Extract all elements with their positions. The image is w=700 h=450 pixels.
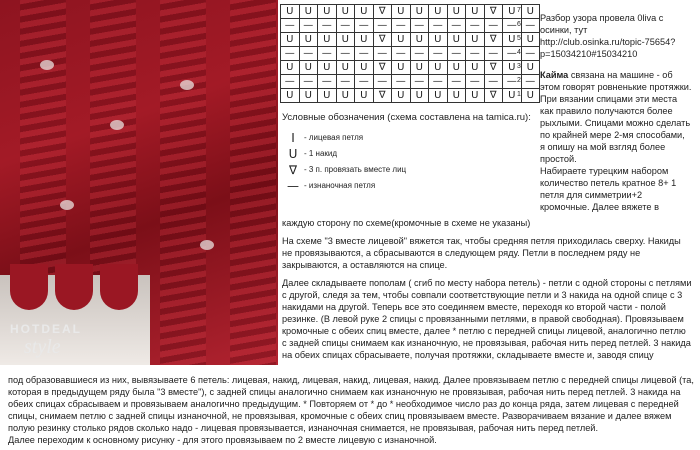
scalloped-edge bbox=[55, 264, 93, 310]
chart-cell: U bbox=[318, 5, 337, 19]
chart-cell: — bbox=[447, 75, 466, 89]
chart-cell: U bbox=[299, 5, 318, 19]
chart-cell: — bbox=[392, 75, 411, 89]
chart-cell: ∇ bbox=[373, 33, 392, 47]
chart-row-number: 7 bbox=[517, 7, 521, 14]
chart-cell: U bbox=[429, 5, 448, 19]
chart-cell: U bbox=[466, 33, 485, 47]
watermark-line-1: HOTDEAL bbox=[10, 322, 82, 336]
chart-cell: U bbox=[299, 61, 318, 75]
border-description bbox=[540, 69, 692, 165]
chart-row bbox=[281, 33, 540, 47]
purl-stitch-icon: — bbox=[287, 178, 299, 193]
chart-cell: U bbox=[503, 89, 522, 103]
chart-cell: — bbox=[466, 19, 485, 33]
chart-cell: U bbox=[336, 61, 355, 75]
chart-cell: — bbox=[429, 75, 448, 89]
chart-grid bbox=[280, 4, 540, 103]
chart-cell: U bbox=[410, 33, 429, 47]
knit-stitch-icon: I bbox=[291, 130, 295, 145]
chart-cell: — bbox=[355, 75, 374, 89]
chart-cell: U bbox=[503, 61, 522, 75]
lace-column bbox=[230, 0, 276, 365]
continuation-text bbox=[8, 374, 694, 446]
chart-cell: — bbox=[521, 75, 540, 89]
chart-row bbox=[281, 47, 540, 61]
chart-cell: U bbox=[410, 89, 429, 103]
yarn-over-icon: U bbox=[288, 146, 298, 161]
chart-cell: — bbox=[299, 75, 318, 89]
chart-cell: — bbox=[484, 47, 503, 61]
source-note: Разбор узора провела 0liva с осинки, тут http://club.osinka.ru/topic-75654?p=15034210#15034210 bbox=[540, 13, 676, 59]
legend-item bbox=[282, 147, 531, 160]
chart-cell: U bbox=[392, 33, 411, 47]
chart-cell: — bbox=[318, 19, 337, 33]
chart-cell: — bbox=[373, 75, 392, 89]
chart-cell: — bbox=[410, 75, 429, 89]
chart-row bbox=[281, 75, 540, 89]
chart-cell: — bbox=[447, 19, 466, 33]
chart-cell: U bbox=[410, 5, 429, 19]
paragraph: Далее складываете пополам ( сгиб по месту набора петель) - петли с одной стороны с петлями с другой, следя за тем, чтобы совпали соответствующие петли и 3 накида на одной спице с 3 накидами на другой. Теперь все это соединяем вместе, переходя ко второй части - полой резинке. (В левой руке 2 спицы с провязанными петлями, в правой свободная). Провязываем кромочные с обеих спиц вместе, далее * петлю с передней спицы лицевой, аналогично петлю с задней спицы снимаем как изнаночную, не провязывая, рабочая нить перед петлей. 3 накида на обеих спицах сбрасываете, получая протяжки, складываете вместе и, заводя спицу bbox=[282, 278, 692, 360]
chart-cell: — bbox=[318, 47, 337, 61]
chart-cell: — bbox=[410, 47, 429, 61]
lace-hole bbox=[180, 80, 194, 90]
legend-label: - изнаночная петля bbox=[304, 181, 376, 190]
chart-cell: ∇ bbox=[484, 61, 503, 75]
knitted-shawl-photo bbox=[0, 0, 278, 365]
lace-hole bbox=[60, 200, 74, 210]
chart-cell: — bbox=[466, 47, 485, 61]
paragraph: каждую сторону по схеме(кромочные в схеме не указаны) bbox=[282, 218, 531, 228]
chart-cell: ∇ bbox=[484, 5, 503, 19]
chart-row bbox=[281, 89, 540, 103]
lace-hole bbox=[110, 120, 124, 130]
chart-cell: U bbox=[355, 61, 374, 75]
lace-column bbox=[160, 0, 206, 365]
chart-row-number: 2 bbox=[517, 77, 521, 84]
chart-cell: U bbox=[336, 89, 355, 103]
chart-cell: U bbox=[466, 89, 485, 103]
chart-cell: U bbox=[447, 89, 466, 103]
legend-item bbox=[282, 163, 531, 176]
chart-cell: — bbox=[521, 47, 540, 61]
chart-row bbox=[281, 19, 540, 33]
chart-cell: — bbox=[373, 47, 392, 61]
chart-cell: U bbox=[447, 5, 466, 19]
chart-cell: — bbox=[281, 75, 300, 89]
chart-cell: — bbox=[373, 19, 392, 33]
chart-cell: — bbox=[503, 47, 522, 61]
chart-cell: U bbox=[429, 61, 448, 75]
chart-cell: U bbox=[503, 5, 522, 19]
knitting-chart bbox=[280, 4, 540, 103]
chart-cell: — bbox=[466, 75, 485, 89]
chart-cell: U bbox=[447, 33, 466, 47]
chart-cell: U bbox=[503, 33, 522, 47]
paragraph: На схеме "3 вместе лицевой" вяжется так, чтобы средняя петля приходилась сверху. Накиды не провязываются, а сбрасываются в следующем ряду. Петли в последнем ряду не закрываются, а оставляются на спице. bbox=[282, 236, 681, 270]
lace-hole bbox=[200, 240, 214, 250]
legend-item bbox=[282, 131, 531, 144]
legend-label: - 3 п. провязать вместе лиц bbox=[304, 165, 407, 174]
chart-row-number: 1 bbox=[517, 91, 521, 98]
chart-cell: — bbox=[355, 47, 374, 61]
chart-cell: U bbox=[318, 89, 337, 103]
chart-cell: — bbox=[484, 75, 503, 89]
chart-cell: U bbox=[281, 33, 300, 47]
border-text: связана на машине - об этом говорят ровненькие протяжки. При вязании спицами эти места как правило получаются более рыхлыми. Спицами можно сделать по крайней мере 2-мя способами, я опишу на мой взгляд более простой. bbox=[540, 70, 692, 164]
chart-cell: U bbox=[521, 61, 540, 75]
chart-cell: — bbox=[336, 75, 355, 89]
chart-cell: U bbox=[299, 89, 318, 103]
chart-cell: ∇ bbox=[373, 89, 392, 103]
chart-cell: — bbox=[429, 47, 448, 61]
chart-cell: — bbox=[429, 19, 448, 33]
legend-item bbox=[282, 179, 531, 192]
chart-cell: U bbox=[392, 5, 411, 19]
chart-cell: U bbox=[281, 5, 300, 19]
chart-cell: U bbox=[355, 5, 374, 19]
chart-cell: — bbox=[521, 19, 540, 33]
chart-cell: — bbox=[392, 47, 411, 61]
chart-cell: U bbox=[336, 5, 355, 19]
scalloped-edge bbox=[100, 264, 138, 310]
paragraph: Далее переходим к основному рисунку - для этого провязываем по 2 вместе лицевую с изнаночной. bbox=[8, 435, 437, 445]
chart-cell: — bbox=[299, 19, 318, 33]
chart-cell: U bbox=[355, 89, 374, 103]
chart-cell: U bbox=[281, 89, 300, 103]
watermark-line-2: style bbox=[24, 336, 61, 358]
lace-hole bbox=[40, 60, 54, 70]
k3tog-icon: ∇ bbox=[288, 162, 298, 177]
chart-cell: U bbox=[429, 89, 448, 103]
chart-cell: U bbox=[466, 5, 485, 19]
chart-cell: ∇ bbox=[373, 5, 392, 19]
chart-cell: — bbox=[299, 47, 318, 61]
chart-row bbox=[281, 61, 540, 75]
chart-cell: U bbox=[299, 33, 318, 47]
chart-cell: U bbox=[521, 89, 540, 103]
scalloped-edge bbox=[10, 264, 48, 310]
legend-label: - 1 накид bbox=[304, 149, 338, 158]
chart-cell: U bbox=[318, 61, 337, 75]
chart-cell: U bbox=[429, 33, 448, 47]
chart-cell: U bbox=[355, 33, 374, 47]
chart-cell: — bbox=[447, 47, 466, 61]
chart-cell: — bbox=[484, 19, 503, 33]
chart-cell: — bbox=[336, 19, 355, 33]
chart-cell: ∇ bbox=[373, 61, 392, 75]
chart-cell: U bbox=[281, 61, 300, 75]
chart-cell: — bbox=[392, 19, 411, 33]
chart-cell: — bbox=[336, 47, 355, 61]
chart-cell: — bbox=[281, 19, 300, 33]
chart-row-numbers bbox=[517, 4, 521, 102]
watermark-logo bbox=[10, 322, 82, 359]
chart-cell: U bbox=[392, 89, 411, 103]
chart-cell: — bbox=[503, 75, 522, 89]
paragraph: под образовавшиеся из них, вывязываете 6 петель: лицевая, накид, лицевая, накид, лицевая, накид. Далее провязываем петлю с передней спицы лицевой (та, которая в предыдущем ряду была "3 вместе"), с задней спицы аналогично снимаем как изнаночную не провязывая, рабочая нить перед петлей. 3 накида на обеих спицах сбрасываем и провязываем аналогично предыдущим. * Повторяем от * до * необходимое число раз до конца ряда, затем лицевая с передней спицы, снимаем петлю с задней спицы изнаночной, не провязывая, кромочные с обеих спиц провязываем вместе. Разворачиваем вязание и далее вяжем полую резинку столько рядов сколько надо - лицевая провязывается, изнаночная снимается, не провязывая, рабочая нить перед петлей. bbox=[8, 375, 694, 433]
chart-cell: U bbox=[447, 61, 466, 75]
legend bbox=[282, 112, 531, 195]
chart-cell: — bbox=[281, 47, 300, 61]
chart-cell: — bbox=[410, 19, 429, 33]
chart-row-number: 4 bbox=[517, 49, 521, 56]
chart-cell: — bbox=[355, 19, 374, 33]
chart-cell: U bbox=[392, 61, 411, 75]
side-text bbox=[540, 12, 692, 213]
chart-row-number: 6 bbox=[517, 21, 521, 28]
main-text bbox=[282, 217, 692, 361]
chart-cell: ∇ bbox=[484, 89, 503, 103]
legend-label: - лицевая петля bbox=[304, 133, 364, 142]
chart-row-number: 5 bbox=[517, 35, 521, 42]
chart-cell: U bbox=[336, 33, 355, 47]
chart-cell: ∇ bbox=[484, 33, 503, 47]
chart-cell: — bbox=[503, 19, 522, 33]
chart-cell: — bbox=[318, 75, 337, 89]
chart-row bbox=[281, 5, 540, 19]
chart-cell: U bbox=[410, 61, 429, 75]
chart-cell: U bbox=[521, 33, 540, 47]
chart-cell: U bbox=[466, 61, 485, 75]
legend-title: Условные обозначения (схема составлена на tamica.ru): bbox=[282, 112, 531, 123]
chart-cell: U bbox=[521, 5, 540, 19]
cast-on-text: Набираете турецким набором количество петель кратное 8+ 1 петля для симметрии+2 кромочные. Далее вяжете в bbox=[540, 166, 677, 212]
chart-row-number: 3 bbox=[517, 63, 521, 70]
chart-cell: U bbox=[318, 33, 337, 47]
border-heading: Кайма bbox=[540, 70, 569, 80]
